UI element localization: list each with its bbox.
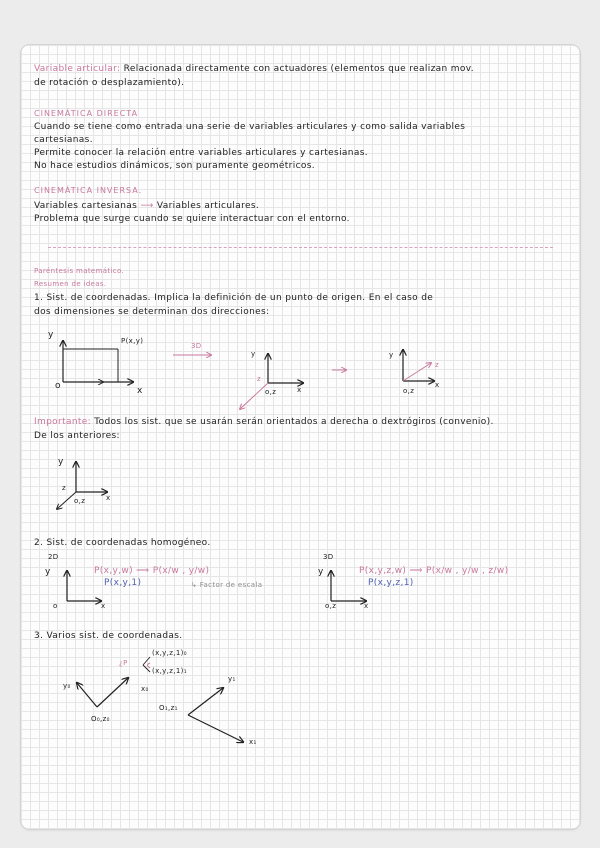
fig2-x-label: x [106,494,111,502]
homog-right-o: o,z [325,602,337,610]
homog-right-dim: 3D [323,553,334,561]
directa-line1b: salida variables [389,122,466,132]
right-arrow-icon: ⟶ [140,201,154,211]
fig1-3d-label: 3D [191,342,202,350]
homog-right-x: x [364,602,369,610]
fig1-2d-system [63,341,133,382]
homog-left-dim: 2D [48,553,59,561]
importante-text: Todos los sist. que se usarán serán orientados a derecha o dextrógiros (convenio). [94,417,494,427]
homog-left-formula-b: P(x/w , y/w) [152,566,210,576]
inversa-line2: Problema que surge cuando se quiere interactuar con el entorno. [34,214,350,224]
definition-line1: Relacionada directamente con actuadores (elementos que realizan mov. [123,64,474,74]
importante-label: Importante: [34,417,92,427]
fig2-z-label: z [62,484,67,492]
y0-axis [77,683,97,707]
heading-cinematica-directa: CINEMÁTICA DIRECTA [34,109,139,118]
parentesis-title: Paréntesis matemático. [34,267,125,275]
varios-q: ¿P [119,659,128,667]
directa-line1a: Cuando se tiene como entrada una serie de variables articulares y como [34,122,387,132]
homog-right-formula-a: P(x,y,z,w) [359,566,407,576]
homog-left-y: y [45,567,51,577]
homog-left-blue: P(x,y,1) [104,578,142,588]
varios-heading: 3. Varios sist. de coordenadas. [34,631,183,641]
fig1-origin-label: o [55,381,61,391]
inversa-to: Variables articulares. [156,201,260,211]
importante-line1 [34,417,494,427]
system-0 [77,678,128,707]
homog-right-formula-b: P(x/w , y/w , z/w) [425,566,509,576]
fig1-3db-y-label: y [389,351,394,359]
fig1-3db-origin-label: o,z [403,387,415,395]
system-1 [188,688,243,742]
homog-left-note: ↳ Factor de escala [191,581,263,589]
fig1-point-label: P(x,y) [121,337,144,345]
homog-left-o: o [53,602,58,610]
3d-a-z-axis [240,383,268,409]
fig2-origin-label: o,z [74,497,86,505]
fig1-3da-y-label: y [251,350,256,358]
homog-heading: 2. Sist. de coordenadas homogéneo. [34,538,211,548]
inversa-from: Variables cartesianas [34,201,138,211]
3d-b-z-axis [403,363,431,381]
varios-x0: x₀ [141,685,149,693]
fig1-3d-system-a [240,354,303,409]
term-variable-articular: Variable articular: [34,64,121,74]
homog-left-x: x [101,602,106,610]
fig1-3db-z-label: z [435,361,440,369]
importante-line2: De los anteriores: [34,431,120,441]
item1-line2: dos dimensiones se determinan dos direcciones: [34,307,270,317]
fig1-3db-x-label: x [435,381,440,389]
homog-right-y: y [318,567,324,577]
varios-y1: y₁ [228,675,236,683]
fig1-3d-system-b [403,350,434,381]
fig1-3da-origin-label: o,z [265,388,277,396]
item1-line1: 1. Sist. de coordenadas. Implica la definición de un punto de origen. En el caso de [34,293,434,303]
x0-axis [97,678,128,707]
homog-left-formula-a: P(x,y,w) [94,566,133,576]
brace-top [148,663,151,668]
directa-line2: cartesianas. [34,135,93,145]
varios-bottom: (x,y,z,1)₁ [152,667,187,675]
brace [143,657,150,672]
varios-top: (x,y,z,1)₀ [152,649,187,657]
fig1-x-label: x [137,386,143,396]
varios-y0: y₀ [63,682,71,690]
y1-axis [188,688,223,715]
resumen-subtitle: Resumen de ideas. [34,280,107,288]
implies-arrow-icon-2: ⟹ [409,566,423,576]
fig1-y-label: y [48,330,54,340]
directa-line3: Permite conocer la relación entre variables articulares y cartesianas. [34,148,368,158]
fig2-y-label: y [58,457,64,467]
x1-axis [188,715,243,742]
varios-x1: x₁ [249,738,257,746]
fig1-3da-x-label: x [297,386,302,394]
definition-line2: de rotación o desplazamiento). [34,78,185,88]
heading-cinematica-inversa: CINEMÁTICA INVERSA. [34,186,143,195]
fig1-3da-z-label: z [257,375,262,383]
homog-right-formula [359,566,508,576]
varios-o1: O₁,z₁ [159,704,178,712]
notebook-page [20,44,581,830]
homog-left-formula [94,566,209,576]
directa-line4: No hace estudios dinámicos, son puramente geométricos. [34,161,315,171]
implies-arrow-icon: ⟹ [136,566,150,576]
varios-o0: O₀,z₀ [91,715,110,723]
homog-right-blue: P(x,y,z,1) [368,578,414,588]
